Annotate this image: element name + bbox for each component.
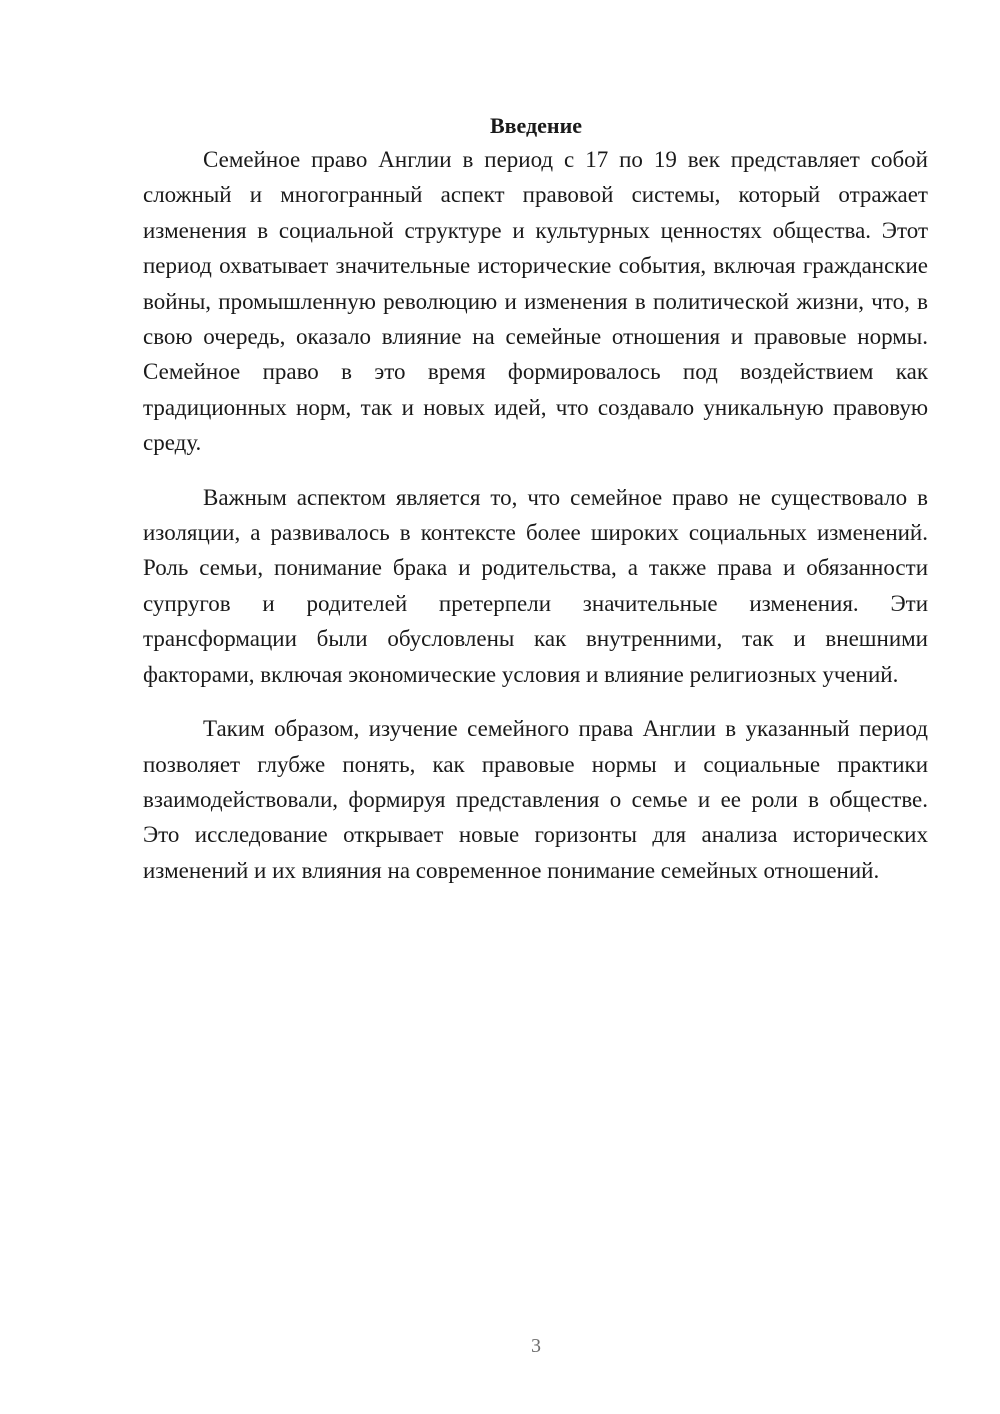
paragraph-3: Таким образом, изучение семейного права Англии в указанный период позволяет глубже понять, как правовые нормы и социальные практики взаимодействовали, формируя представления о семье и ее роли в обществе. Это исследование открывает новые горизонты для анализа исторических изменений и их влияния на современное понимание семейных отношений. [143,716,928,883]
paragraph-1: Семейное право Англии в период с 17 по 19 век представляет собой сложный и многогранный аспект правовой системы, который отражает изменения в социальной структуре и культурных ценностях общества. Этот период охватывает значительные исторические события, включая гражданские войны, промышленную революцию и изменения в политической жизни, что, в свою очередь, оказало влияние на семейные отношения и правовые нормы. Семейное право в это время формировалось под воздействием как традиционных норм, так и новых идей, что создавало уникальную правовую среду. [143,147,928,456]
page-number: 3 [531,1335,541,1357]
paragraph-2: Важным аспектом является то, что семейное право не существовало в изоляции, а развивалось в контексте более широких социальных изменений. Роль семьи, понимание брака и родительства, а также права и обязанности супругов и родителей претерпели значительные изменения. Эти трансформации были обусловлены как внутренними, так и внешними факторами, включая экономические условия и влияние религиозных учений. [143,484,928,687]
page-title: Введение [489,112,583,138]
body-text [143,142,928,907]
